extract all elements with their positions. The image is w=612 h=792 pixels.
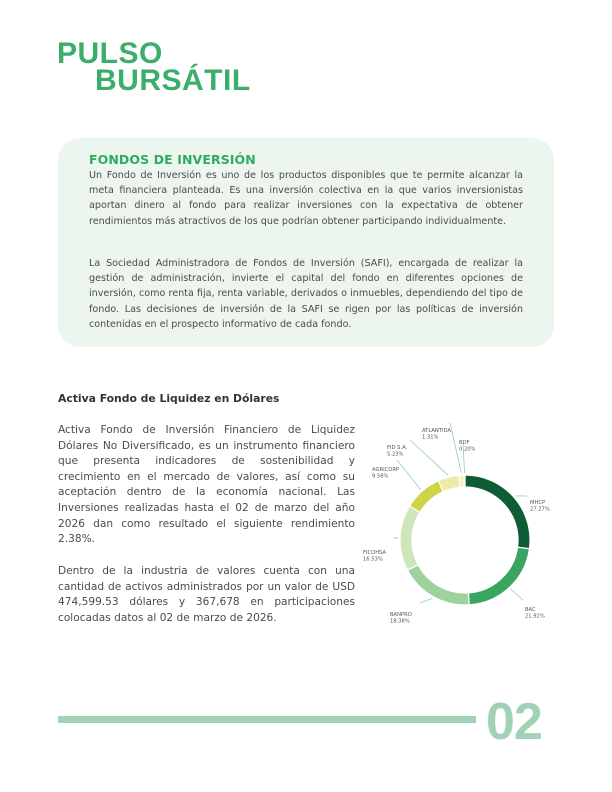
slice-label-value: 27.27% [530, 506, 550, 513]
donut-slice-banpro [407, 565, 469, 605]
slice-label-name: BAC [525, 607, 536, 613]
intro-paragraph-2: La Sociedad Administradora de Fondos de Inversión (SAFI), encargada de realizar la gestión de administración, invierte el capital del fondo en diferentes opciones de inversión, como renta fija, renta variable, derivados o inmuebles, dependiendo del tipo de fondo. Las decisiones de inversión de la SAFI se rigen por las políticas de inversión contenidas en el prospecto informativo de cada fondo. [89, 258, 523, 330]
fund-section-title: Activa Fondo de Liquidez en Dólares [58, 392, 280, 405]
slice-label-name: BANPRO [390, 612, 412, 618]
intro-paragraph-1: Un Fondo de Inversión es uno de los productos disponibles que te permite alcanzar la meta financiera planteada. Es una inversión colectiva en la que varios inversionistas aportan dinero al fondo para realizar inversiones con la expectativa de obtener rendimientos más atractivos de los que podrían obtener participando individualmente. [89, 170, 523, 227]
donut-slice-bdf [464, 475, 465, 487]
slice-label-name: AGRICORP [372, 467, 400, 473]
fund-paragraph-1: Activa Fondo de Inversión Financiero de Liquidez Dólares No Diversificado, es un instrumento financiero que presenta indicadores de sostenibilidad y crecimiento en el mercado de valores, así como su aceptación dentro de la economía nacional. Las Inversiones realizadas hasta el 02 de marzo del año 2026 dan como resultado el siguiente rendimiento 2.38%. [58, 424, 355, 546]
slice-label-value: 0.20% [459, 446, 476, 453]
slice-label-name: BDF [459, 440, 470, 446]
slice-label-value: 9.58% [372, 473, 389, 480]
slice-label-name: FID S.A. [387, 445, 408, 451]
donut-slice-bac [468, 547, 529, 605]
brand-logo [57, 37, 251, 97]
intro-card-title: FONDOS DE INVERSIÓN [89, 152, 256, 167]
fund-paragraph-2: Dentro de la industria de valores cuenta con una cantidad de activos administrados por un valor de USD 474,599.53 dólares y 367,678 en participaciones colocadas datos al 02 de marzo de 2026. [58, 565, 355, 624]
donut-slice-ficohsa [400, 506, 420, 570]
slice-label-name: MHCP [530, 500, 546, 506]
slice-label-value: 18.38% [390, 618, 410, 625]
donut-slice-fid-s-a- [438, 475, 460, 491]
slice-label-value: 16.53% [363, 556, 383, 563]
brand-line-2: BURSÁTIL [95, 64, 251, 97]
slice-label-value: 1.31% [422, 434, 439, 441]
donut-slice-mhcp [465, 475, 530, 549]
donut-slice-agricorp [410, 481, 444, 513]
portfolio-donut-chart [355, 420, 585, 625]
slice-label-name: ATLANTIDA [422, 428, 451, 434]
brand-line-1: PULSO [57, 37, 163, 70]
donut-slice-atlantida [459, 475, 464, 487]
footer-divider [58, 716, 476, 723]
leader-line-agricorp [397, 460, 421, 490]
slice-label-value: 5.23% [387, 451, 404, 458]
leader-line-bac [511, 589, 523, 600]
slice-label-value: 21.92% [525, 613, 545, 620]
page-number: 02 [486, 693, 542, 751]
slice-label-name: FICOHSA [363, 550, 387, 556]
leader-line-fid-s-a- [410, 440, 448, 475]
leader-line-banpro [420, 598, 432, 603]
